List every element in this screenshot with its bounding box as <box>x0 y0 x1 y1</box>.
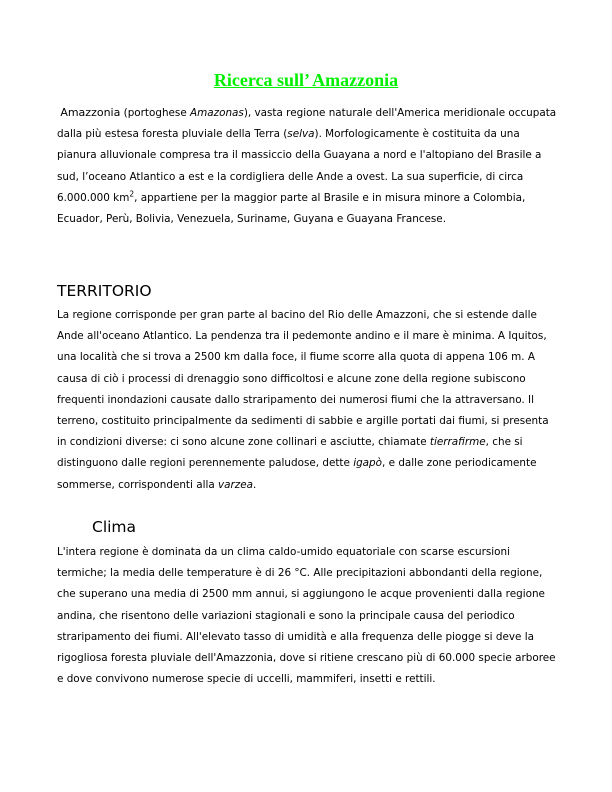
clima-heading: Clima <box>92 518 137 536</box>
intro-text-1: (portoghese <box>120 107 191 119</box>
territorio-text-4: . <box>253 478 257 491</box>
territorio-text-1: La regione corrisponde per gran parte al bacino del Rio delle Amazzoni, che si estende dalle Ande all'oceano Atlantico. La pendenza tra il pedemonte andino e il mare è minima. A Iquitos, una località che si trova a 2500 km dalla foce, il fiume scorre alla quota di appena 106 m. A causa di ciò i processi di drenaggio sono difficoltosi e alcune zone della regione subiscono frequenti inondazioni causate dallo straripamento dei numerosi fiumi che la attraversano. Il terreno, costituito principalmente da sedimenti di sabbie e argille portati dai fiumi, si presenta in condizioni diverse: ci sono alcune zone collinari e asciutte, chiamate <box>57 309 549 449</box>
clima-paragraph: L'intera regione è dominata da un clima caldo-umido equatoriale con scarse escursioni termiche; la media delle temperature è di 26 °C. Alle precipitazioni abbondanti della regione, che superano una media di 2500 mm annui, si aggiungono le acque provenienti dalla regione andina, che risentono delle variazioni stagionali e sono la principale causa del periodico straripamento dei fiumi. All'elevato tasso di umidità e alla frequenza delle piogge si deve la rigogliosa foresta pluviale dell'Amazzonia, dove si ritiene crescano più di 60.000 specie arboree e dove convivono numerose specie di uccelli, mammiferi, insetti e rettili. <box>57 546 556 686</box>
territorio-paragraph <box>57 305 557 496</box>
territorio-text-2: , che si distinguono dalle regioni perennemente paludose, dette <box>57 436 523 470</box>
intro-text-4: , appartiene per la maggior parte al Brasile e in misura minore a Colombia, Ecuador, Perù, Bolivia, Venezuela, Suriname, Guyana e Guayana Francese. <box>57 191 526 226</box>
territorio-text-3: , e dalle zone periodicamente sommerse, corrispondenti alla <box>57 457 537 491</box>
intro-emphasis-1: Amazonas <box>190 107 244 119</box>
territorio-emphasis-3: varzea <box>218 478 254 491</box>
territorio-heading: TERRITORIO <box>57 282 152 300</box>
intro-text-3: ). Morfologicamente è costituita da una pianura alluvionale compresa tra il massiccio della Guayana a nord e l'altopiano del Brasile a sud, l’oceano Atlantico a est e la cordigliera delle Ande a ovest. La sua superficie, di circa 6.000.000 km <box>57 128 542 204</box>
territorio-emphasis-1: tierrafirme <box>429 436 486 449</box>
territorio-emphasis-2: igapò <box>353 457 383 470</box>
intro-term: Amazzonia <box>60 106 121 119</box>
intro-paragraph <box>57 102 557 230</box>
intro-emphasis-2: selva <box>287 128 315 141</box>
page-title: Ricerca sull’ Amazzonia <box>213 70 399 90</box>
intro-superscript: 2 <box>129 189 135 199</box>
intro-text-2: ), vasta regione naturale dell'America meridionale occupata dalla più estesa foresta pluviale della Terra ( <box>57 107 557 141</box>
